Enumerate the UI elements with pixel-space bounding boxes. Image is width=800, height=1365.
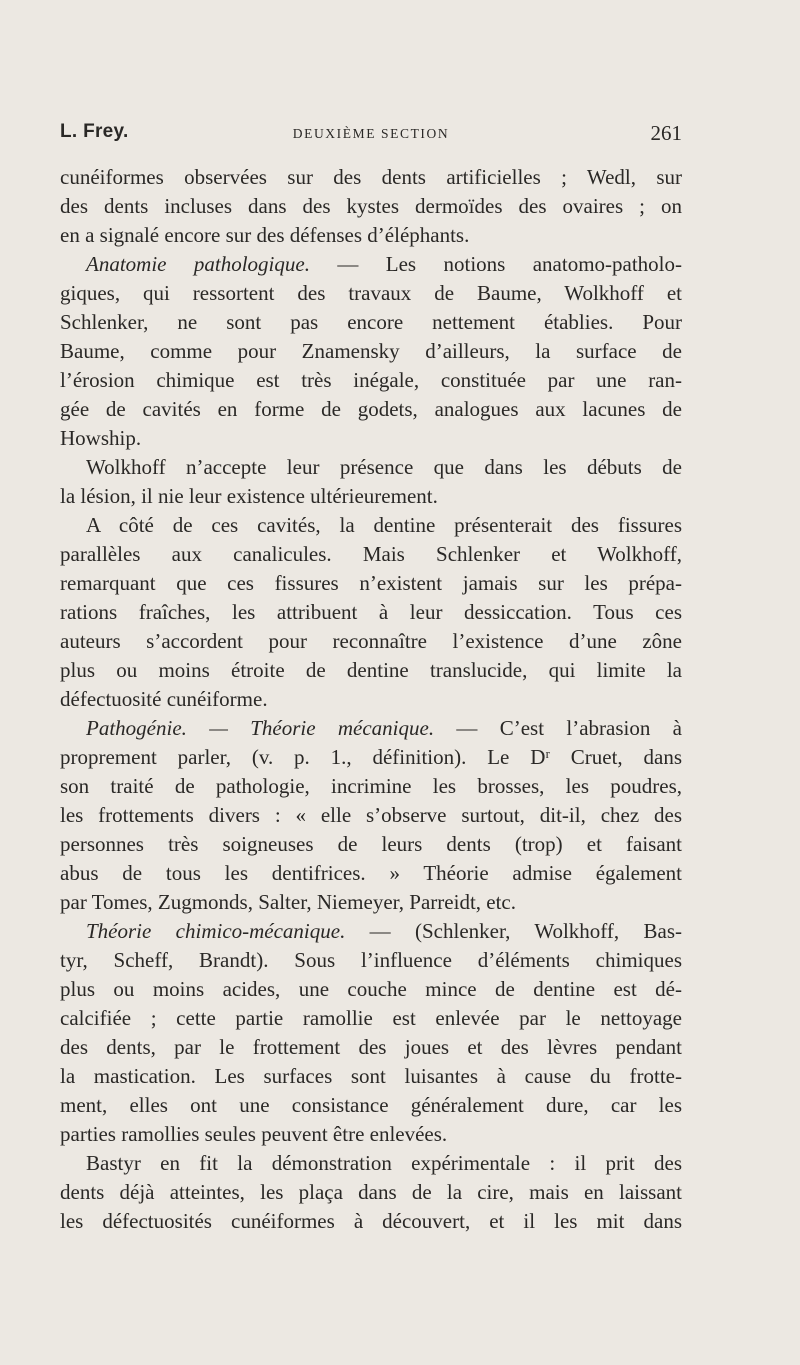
body-text bbox=[60, 163, 682, 1236]
line-text: Wolkhoff n’accepte leur présence que dans les débuts de bbox=[86, 455, 682, 479]
running-header bbox=[60, 121, 682, 151]
line-text: auteurs s’accordent pour reconnaître l’existence d’une zône bbox=[60, 629, 682, 653]
text-line bbox=[60, 163, 682, 192]
line-text: des dents, par le frottement des joues et des lèvres pendant bbox=[60, 1035, 682, 1059]
text-line bbox=[60, 975, 682, 1004]
text-line bbox=[60, 511, 682, 540]
text-line bbox=[60, 743, 682, 772]
text-line bbox=[60, 772, 682, 801]
line-text: les défectuosités cunéiformes à découvert, et il les mit dans bbox=[60, 1209, 682, 1233]
text-line bbox=[60, 801, 682, 830]
text-line bbox=[60, 1004, 682, 1033]
line-text: en a signalé encore sur des défenses d’éléphants. bbox=[60, 223, 470, 247]
line-text: son traité de pathologie, incrimine les brosses, les poudres, bbox=[60, 774, 682, 798]
text-line bbox=[60, 714, 682, 743]
text-line bbox=[60, 1033, 682, 1062]
line-text: Howship. bbox=[60, 426, 142, 450]
italic-heading: Anatomie pathologique. bbox=[86, 252, 310, 276]
line-text: la mastication. Les surfaces sont luisantes à cause du frotte- bbox=[60, 1064, 682, 1088]
header-author: L. Frey. bbox=[60, 121, 129, 142]
line-text: proprement parler, (v. p. 1., définition). Le Dʳ Cruet, dans bbox=[60, 745, 682, 769]
line-text: Schlenker, ne sont pas encore nettement établies. Pour bbox=[60, 310, 682, 334]
line-text: l’érosion chimique est très inégale, constituée par une ran- bbox=[60, 368, 682, 392]
line-text: — (Schlenker, Wolkhoff, Bas- bbox=[345, 919, 682, 943]
line-text: calcifiée ; cette partie ramollie est enlevée par le nettoyage bbox=[60, 1006, 682, 1030]
text-line bbox=[60, 540, 682, 569]
text-line bbox=[60, 482, 682, 511]
text-line bbox=[60, 888, 682, 917]
line-text: — Les notions anatomo-patholo- bbox=[309, 252, 683, 276]
line-text: abus de tous les dentifrices. » Théorie admise également bbox=[60, 861, 682, 885]
text-line bbox=[60, 598, 682, 627]
line-text: gée de cavités en forme de godets, analogues aux lacunes de bbox=[60, 397, 682, 421]
line-text: A côté de ces cavités, la dentine présenterait des fissures bbox=[86, 513, 682, 537]
text-line bbox=[60, 685, 682, 714]
line-text: parallèles aux canalicules. Mais Schlenker et Wolkhoff, bbox=[60, 542, 682, 566]
line-text: plus ou moins acides, une couche mince de dentine est dé- bbox=[60, 977, 682, 1001]
line-text: les frottements divers : « elle s’observe surtout, dit-il, chez des bbox=[60, 803, 682, 827]
header-section-title: DEUXIÈME SECTION bbox=[292, 126, 450, 141]
line-text: — C’est l’abrasion à bbox=[434, 716, 682, 740]
line-text: rations fraîches, les attribuent à leur dessiccation. Tous ces bbox=[60, 600, 682, 624]
text-line bbox=[60, 250, 682, 279]
line-text: parties ramollies seules peuvent être enlevées. bbox=[60, 1122, 448, 1146]
text-line bbox=[60, 859, 682, 888]
text-line bbox=[60, 1149, 682, 1178]
text-line bbox=[60, 830, 682, 859]
line-text: défectuosité cunéiforme. bbox=[60, 687, 268, 711]
line-text: des dents incluses dans des kystes dermoïdes des ovaires ; on bbox=[60, 194, 682, 218]
text-line bbox=[60, 656, 682, 685]
text-line bbox=[60, 221, 682, 250]
text-line bbox=[60, 453, 682, 482]
text-line bbox=[60, 569, 682, 598]
text-line bbox=[60, 946, 682, 975]
text-line bbox=[60, 1207, 682, 1236]
text-line bbox=[60, 424, 682, 453]
line-text: giques, qui ressortent des travaux de Baume, Wolkhoff et bbox=[60, 281, 682, 305]
line-text: Baume, comme pour Znamensky d’ailleurs, la surface de bbox=[60, 339, 682, 363]
text-line bbox=[60, 917, 682, 946]
page-number: 261 bbox=[650, 121, 682, 145]
line-text: la lésion, il nie leur existence ultérieurement. bbox=[60, 484, 438, 508]
text-line bbox=[60, 627, 682, 656]
line-text: Bastyr en fit la démonstration expérimentale : il prit des bbox=[86, 1151, 682, 1175]
line-text: dents déjà atteintes, les plaça dans de la cire, mais en laissant bbox=[60, 1180, 682, 1204]
text-line bbox=[60, 1091, 682, 1120]
line-text: cunéiformes observées sur des dents artificielles ; Wedl, sur bbox=[60, 165, 682, 189]
italic-heading: Théorie chimico-mécanique. bbox=[86, 919, 346, 943]
line-text: tyr, Scheff, Brandt). Sous l’influence d’éléments chimiques bbox=[60, 948, 682, 972]
italic-heading: Pathogénie. — Théorie mécanique. bbox=[86, 716, 435, 740]
line-text: ment, elles ont une consistance généralement dure, car les bbox=[60, 1093, 682, 1117]
text-line bbox=[60, 192, 682, 221]
text-line bbox=[60, 308, 682, 337]
line-text: remarquant que ces fissures n’existent jamais sur les prépa- bbox=[60, 571, 682, 595]
text-line bbox=[60, 279, 682, 308]
line-text: par Tomes, Zugmonds, Salter, Niemeyer, Parreidt, etc. bbox=[60, 890, 517, 914]
line-text: plus ou moins étroite de dentine translucide, qui limite la bbox=[60, 658, 682, 682]
text-line bbox=[60, 1062, 682, 1091]
text-line bbox=[60, 337, 682, 366]
text-line bbox=[60, 1178, 682, 1207]
text-line bbox=[60, 1120, 682, 1149]
text-line bbox=[60, 366, 682, 395]
line-text: personnes très soigneuses de leurs dents (trop) et faisant bbox=[60, 832, 682, 856]
text-line bbox=[60, 395, 682, 424]
